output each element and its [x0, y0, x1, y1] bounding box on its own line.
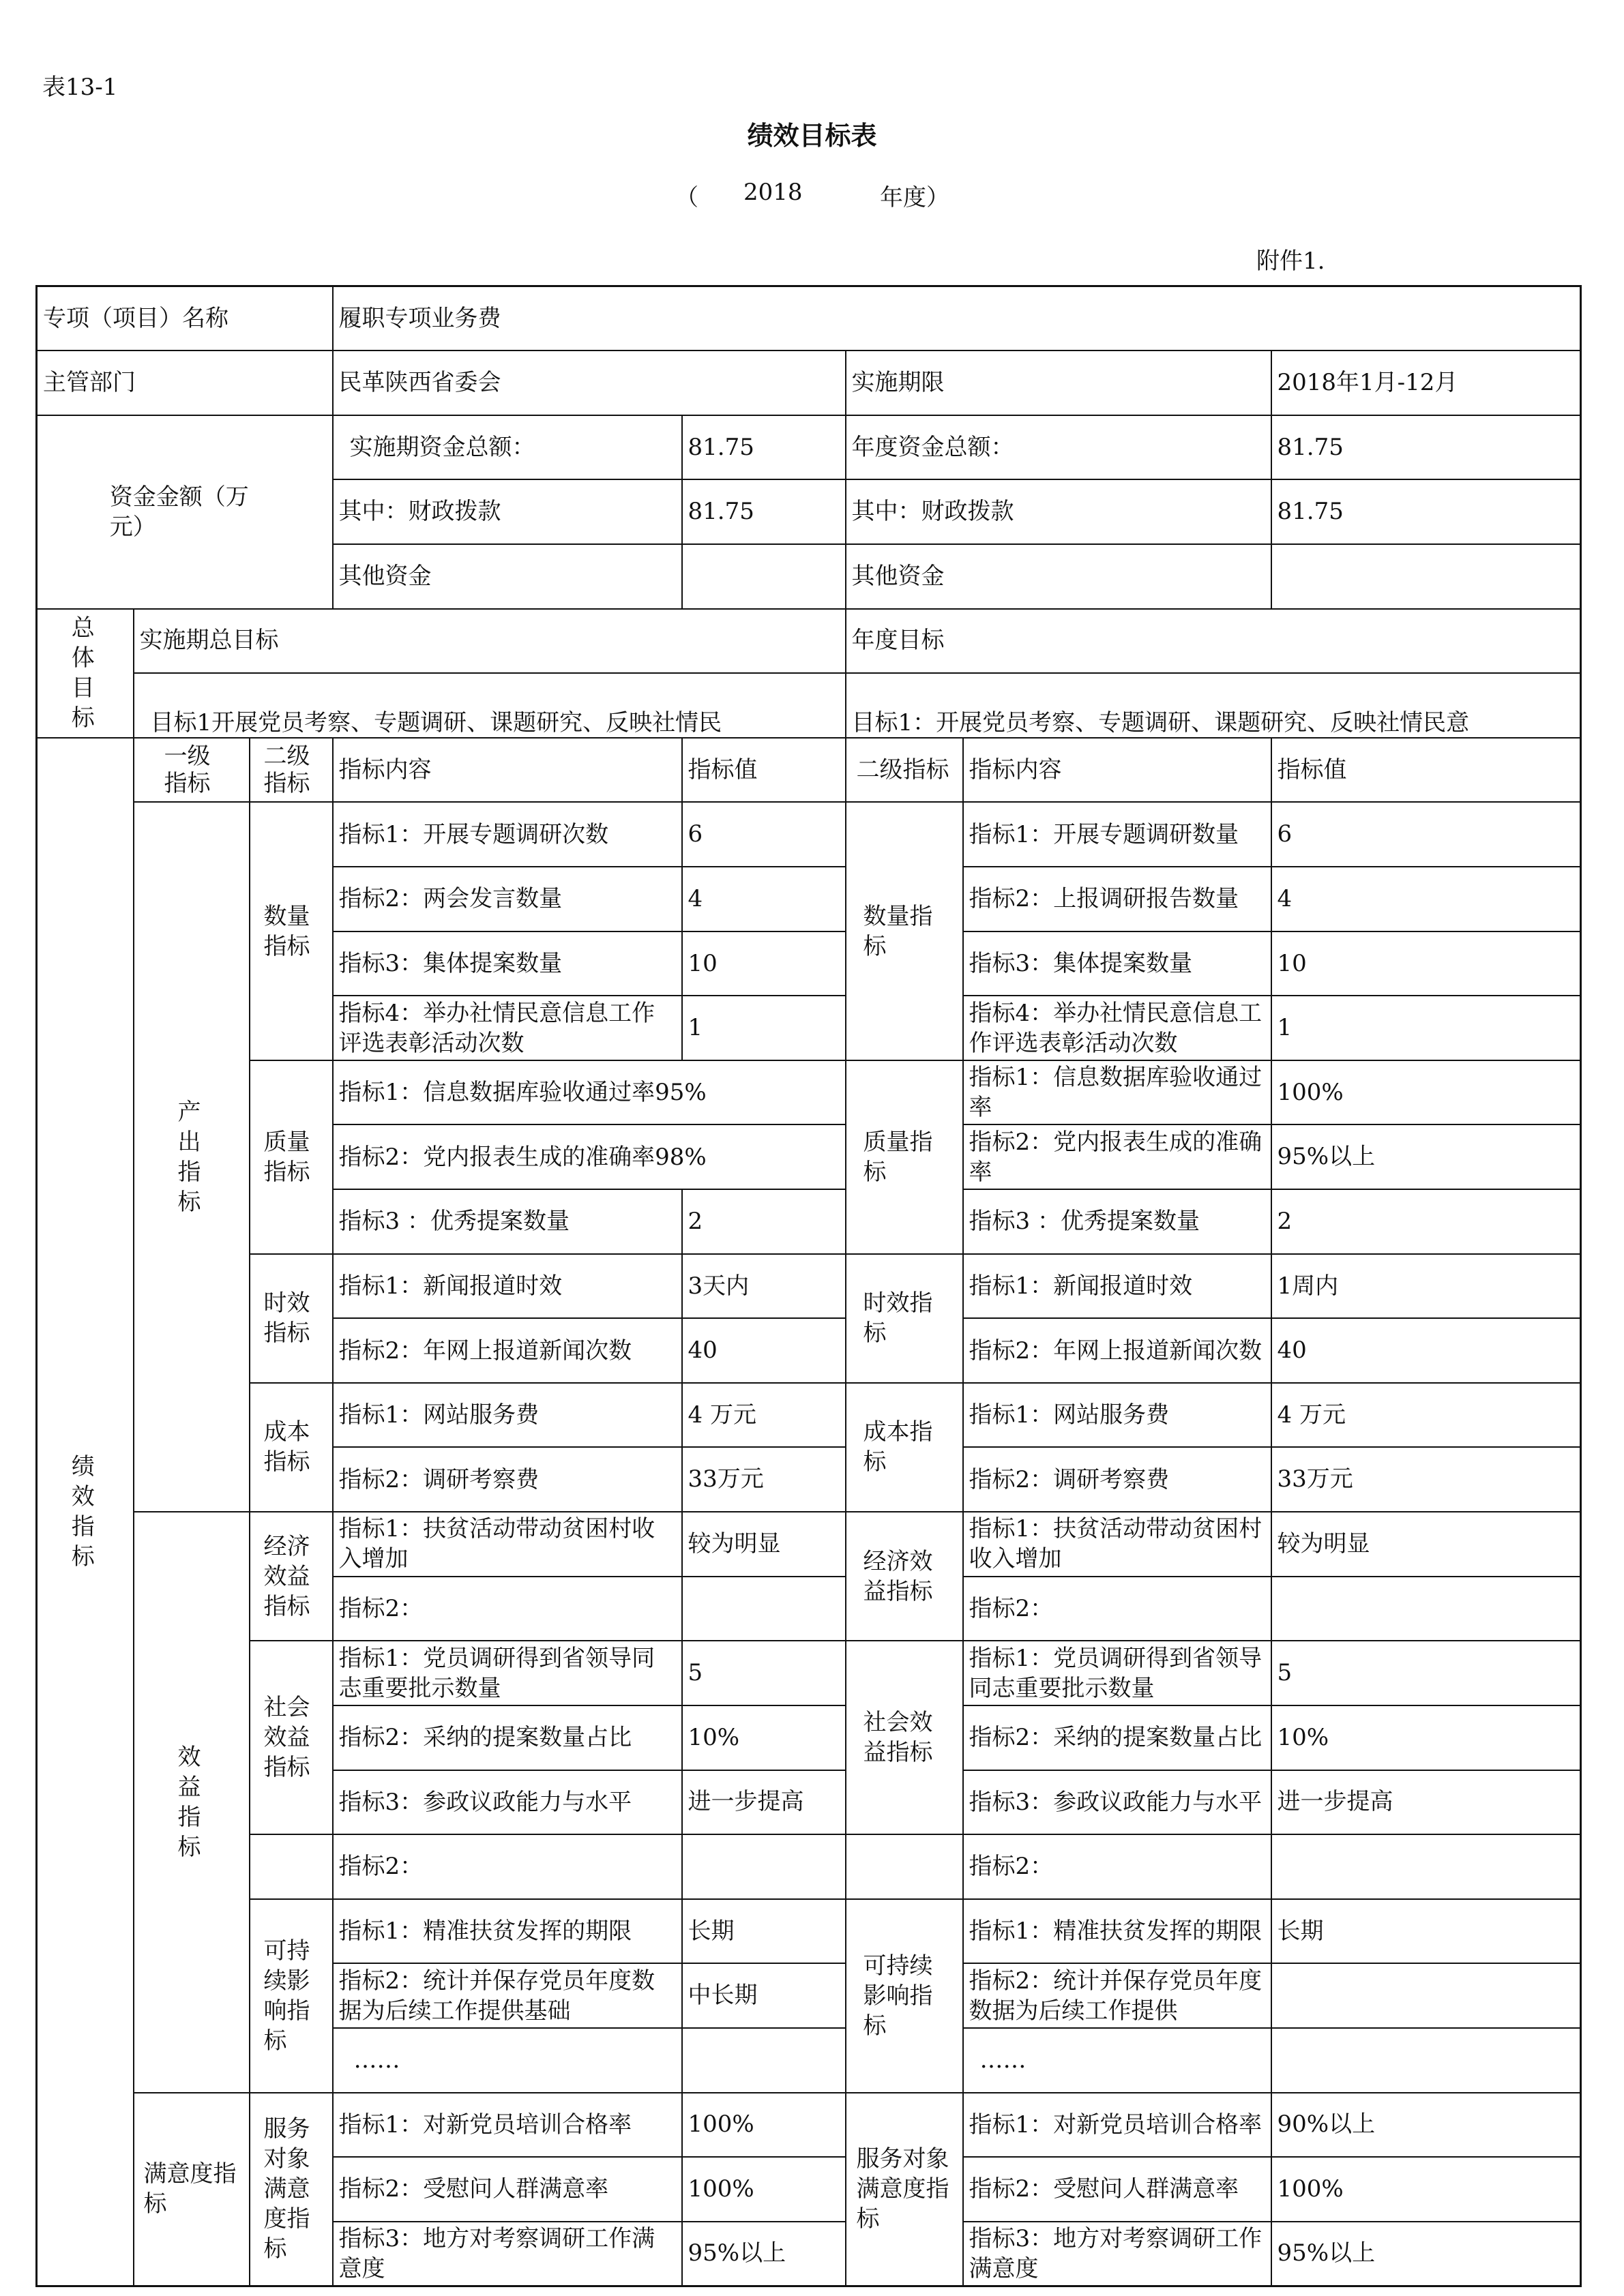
year-value: 2018 — [743, 179, 803, 206]
kpi-header-row — [37, 738, 1581, 803]
department-row — [37, 351, 1581, 415]
blank-category-right — [846, 1834, 963, 1899]
kpi-value: 10 — [682, 931, 846, 996]
kpi-value — [682, 1834, 846, 1899]
kpi-content-right: 指标1：精准扶贫发挥的期限 — [963, 1899, 1271, 1964]
department-label: 主管部门 — [37, 351, 333, 415]
goals-header-row — [37, 609, 1581, 674]
kpi-content: 指标2：统计并保存党员年度数据为后续工作提供基础 — [333, 1963, 682, 2028]
kpi-row — [37, 1060, 1581, 1125]
quantity-category-right: 数量指标 — [846, 802, 963, 1060]
kpi-content: 指标1：精准扶贫发挥的期限 — [333, 1899, 682, 1964]
year-other-value — [1271, 544, 1581, 609]
satisfaction-label: 满意度指标 — [134, 2093, 250, 2286]
kpi-row — [37, 2093, 1581, 2158]
kpi-value: 4 万元 — [682, 1383, 846, 1448]
kpi-value-right: 进一步提高 — [1271, 1770, 1581, 1835]
period-label: 实施期限 — [846, 351, 1271, 415]
period-value: 2018年1月-12月 — [1271, 351, 1581, 415]
kpi-value-header: 指标值 — [682, 738, 846, 803]
social-category-right: 社会效益指标 — [846, 1641, 963, 1834]
period-goal-text: 目标1开展党员考察、专题调研、课题研究、反映社情民 — [134, 673, 846, 738]
kpi-value-right: 6 — [1271, 802, 1581, 867]
kpi-row — [37, 1899, 1581, 1964]
kpi-value-right — [1271, 1834, 1581, 1899]
period-other-value — [682, 544, 846, 609]
kpi-value — [682, 1577, 846, 1641]
goals-text-row — [37, 673, 1581, 738]
period-goal-header: 实施期总目标 — [134, 609, 846, 674]
funds-total-row — [37, 415, 1581, 480]
social-category: 社会效益指标 — [250, 1641, 333, 1834]
cost-category-right: 成本指标 — [846, 1383, 963, 1512]
kpi-value-right: 100% — [1271, 2157, 1581, 2222]
kpi-content-right: 指标2：调研考察费 — [963, 1447, 1271, 1512]
kpi-content-right: 指标1：扶贫活动带动贫困村收入增加 — [963, 1512, 1271, 1577]
department-value: 民革陕西省委会 — [333, 351, 846, 415]
kpi-content: 指标3：集体提案数量 — [333, 931, 682, 996]
kpi-value: 95%以上 — [682, 2222, 846, 2286]
kpi-content: 指标3：地方对考察调研工作满意度 — [333, 2222, 682, 2286]
kpi-content-right: …… — [963, 2028, 1271, 2093]
kpi-value-right: 5 — [1271, 1641, 1581, 1705]
kpi-value-right: 4 万元 — [1271, 1383, 1581, 1448]
kpi-value-right: 长期 — [1271, 1899, 1581, 1964]
kpi-content: 指标1：网站服务费 — [333, 1383, 682, 1448]
kpi-value-right — [1271, 1577, 1581, 1641]
kpi-value: 6 — [682, 802, 846, 867]
kpi-value-right: 95%以上 — [1271, 2222, 1581, 2286]
service-category-right: 服务对象满意度指标 — [846, 2093, 963, 2286]
kpi-value-header-right: 指标值 — [1271, 738, 1581, 803]
period-total-value: 81.75 — [682, 415, 846, 480]
kpi-content-right: 指标1：开展专题调研数量 — [963, 802, 1271, 867]
kpi-content-right: 指标1：对新党员培训合格率 — [963, 2093, 1271, 2158]
kpi-content: 指标1：扶贫活动带动贫困村收入增加 — [333, 1512, 682, 1577]
kpi-content: 指标1：党员调研得到省领导同志重要批示数量 — [333, 1641, 682, 1705]
kpi-content-header-right: 指标内容 — [963, 738, 1271, 803]
kpi-content-right: 指标3 ：优秀提案数量 — [963, 1189, 1271, 1254]
kpi-value — [682, 2028, 846, 2093]
document-title: 绩效目标表 — [747, 121, 877, 151]
year-line — [0, 179, 1624, 209]
kpi-value-right: 1 — [1271, 996, 1581, 1060]
service-category: 服务对象满意度指标 — [250, 2093, 333, 2286]
output-label: 产出指标 — [134, 802, 250, 1512]
kpi-value: 100% — [682, 2157, 846, 2222]
kpi-value-right — [1271, 2028, 1581, 2093]
period-fiscal-value: 81.75 — [682, 479, 846, 544]
year-goal-header: 年度目标 — [846, 609, 1581, 674]
kpi-row — [37, 802, 1581, 867]
kpi-level2-header: 二级指标 — [250, 738, 333, 803]
kpi-content-right: 指标2：受慰问人群满意率 — [963, 2157, 1271, 2222]
kpi-value: 33万元 — [682, 1447, 846, 1512]
table-number: 表13-1 — [42, 74, 118, 101]
year-fiscal-value: 81.75 — [1271, 479, 1581, 544]
quality-category: 质量指标 — [250, 1060, 333, 1254]
kpi-level2-header-right: 二级指标 — [846, 738, 963, 803]
economic-category: 经济效益指标 — [250, 1512, 333, 1641]
kpi-content: 指标2：党内报表生成的准确率98% — [333, 1124, 846, 1189]
kpi-content-right: 指标1：新闻报道时效 — [963, 1254, 1271, 1319]
kpi-value-right: 4 — [1271, 867, 1581, 931]
kpi-value-right — [1271, 1963, 1581, 2028]
year-goal-text: 目标1：开展党员考察、专题调研、课题研究、反映社情民意 — [846, 673, 1581, 738]
kpi-content-right: 指标2：统计并保存党员年度数据为后续工作提供 — [963, 1963, 1271, 2028]
funds-label: 资金金额（万元） — [37, 415, 333, 609]
time-category: 时效指标 — [250, 1254, 333, 1383]
period-other-label: 其他资金 — [333, 544, 682, 609]
cost-category: 成本指标 — [250, 1383, 333, 1512]
period-fiscal-label: 其中：财政拨款 — [333, 479, 682, 544]
kpi-content: 指标3 ：优秀提案数量 — [333, 1189, 682, 1254]
kpi-content-right: 指标2： — [963, 1834, 1271, 1899]
year-total-value: 81.75 — [1271, 415, 1581, 480]
kpi-content: 指标1：新闻报道时效 — [333, 1254, 682, 1319]
kpi-value-right: 100% — [1271, 1060, 1581, 1125]
kpi-content-right: 指标1：信息数据库验收通过率 — [963, 1060, 1271, 1125]
kpi-value-right: 2 — [1271, 1189, 1581, 1254]
kpi-value-right: 10% — [1271, 1705, 1581, 1770]
kpi-value: 较为明显 — [682, 1512, 846, 1577]
quantity-category: 数量指标 — [250, 802, 333, 1060]
kpi-row — [37, 1512, 1581, 1577]
kpi-row — [37, 1254, 1581, 1319]
kpi-value: 4 — [682, 867, 846, 931]
sustainable-category-right: 可持续影响指标 — [846, 1899, 963, 2093]
project-name-label: 专项（项目）名称 — [37, 286, 333, 351]
kpi-value-right: 95%以上 — [1271, 1124, 1581, 1189]
kpi-value-right: 较为明显 — [1271, 1512, 1581, 1577]
kpi-value: 长期 — [682, 1899, 846, 1964]
kpi-content-header: 指标内容 — [333, 738, 682, 803]
kpi-value: 10% — [682, 1705, 846, 1770]
project-name-value: 履职专项业务费 — [333, 286, 1581, 351]
kpi-content: 指标2： — [333, 1834, 682, 1899]
kpi-content: 指标2：采纳的提案数量占比 — [333, 1705, 682, 1770]
kpi-value: 中长期 — [682, 1963, 846, 2028]
sustainable-category: 可持续影响指标 — [250, 1899, 333, 2093]
economic-category-right: 经济效益指标 — [846, 1512, 963, 1641]
kpi-level1-header: 一级指标 — [134, 738, 250, 803]
kpi-content: 指标2：调研考察费 — [333, 1447, 682, 1512]
kpi-content: 指标2： — [333, 1577, 682, 1641]
kpi-content-right: 指标1：网站服务费 — [963, 1383, 1271, 1448]
kpi-row — [37, 1834, 1581, 1899]
kpi-content: …… — [333, 2028, 682, 2093]
kpi-value-right: 1周内 — [1271, 1254, 1581, 1319]
kpi-row — [37, 1383, 1581, 1448]
kpi-value: 5 — [682, 1641, 846, 1705]
kpi-content-right: 指标3：集体提案数量 — [963, 931, 1271, 996]
kpi-value: 2 — [682, 1189, 846, 1254]
kpi-value: 进一步提高 — [682, 1770, 846, 1835]
kpi-value: 40 — [682, 1318, 846, 1383]
kpi-content-right: 指标2：采纳的提案数量占比 — [963, 1705, 1271, 1770]
period-total-label: 实施期资金总额： — [333, 415, 682, 480]
kpi-value-right: 33万元 — [1271, 1447, 1581, 1512]
kpi-value: 100% — [682, 2093, 846, 2158]
kpi-content: 指标3：参政议政能力与水平 — [333, 1770, 682, 1835]
year-unit: 年度） — [880, 184, 949, 211]
kpi-content-right: 指标4：举办社情民意信息工作评选表彰活动次数 — [963, 996, 1271, 1060]
kpi-content: 指标1：开展专题调研次数 — [333, 802, 682, 867]
kpi-content: 指标1：对新党员培训合格率 — [333, 2093, 682, 2158]
kpi-content: 指标4：举办社情民意信息工作评选表彰活动次数 — [333, 996, 682, 1060]
quality-category-right: 质量指标 — [846, 1060, 963, 1254]
kpi-value: 1 — [682, 996, 846, 1060]
kpi-content-right: 指标3：地方对考察调研工作满意度 — [963, 2222, 1271, 2286]
kpi-content: 指标2：受慰问人群满意率 — [333, 2157, 682, 2222]
effect-label: 效益指标 — [134, 1512, 250, 2092]
kpi-content: 指标1：信息数据库验收通过率95% — [333, 1060, 846, 1125]
kpi-content-right: 指标1：党员调研得到省领导同志重要批示数量 — [963, 1641, 1271, 1705]
kpi-content-right: 指标2：党内报表生成的准确率 — [963, 1124, 1271, 1189]
year-total-label: 年度资金总额： — [846, 415, 1271, 480]
year-open-paren: （ — [675, 184, 698, 211]
kpi-content-right: 指标3：参政议政能力与水平 — [963, 1770, 1271, 1835]
kpi-content-right: 指标2：年网上报道新闻次数 — [963, 1318, 1271, 1383]
project-row — [37, 286, 1581, 351]
kpi-content-right: 指标2： — [963, 1577, 1271, 1641]
kpi-content: 指标2：年网上报道新闻次数 — [333, 1318, 682, 1383]
kpi-label: 绩效指标 — [37, 738, 134, 2286]
performance-table — [35, 285, 1582, 2287]
kpi-content: 指标2：两会发言数量 — [333, 867, 682, 931]
kpi-value: 3天内 — [682, 1254, 846, 1319]
year-other-label: 其他资金 — [846, 544, 1271, 609]
year-fiscal-label: 其中：财政拨款 — [846, 479, 1271, 544]
blank-category — [250, 1834, 333, 1899]
goals-label: 总体目标 — [37, 609, 134, 738]
kpi-value-right: 10 — [1271, 931, 1581, 996]
kpi-value-right: 40 — [1271, 1318, 1581, 1383]
kpi-content-right: 指标2：上报调研报告数量 — [963, 867, 1271, 931]
attachment-label: 附件1. — [1256, 248, 1325, 275]
kpi-value-right: 90%以上 — [1271, 2093, 1581, 2158]
time-category-right: 时效指标 — [846, 1254, 963, 1383]
kpi-row — [37, 1641, 1581, 1705]
